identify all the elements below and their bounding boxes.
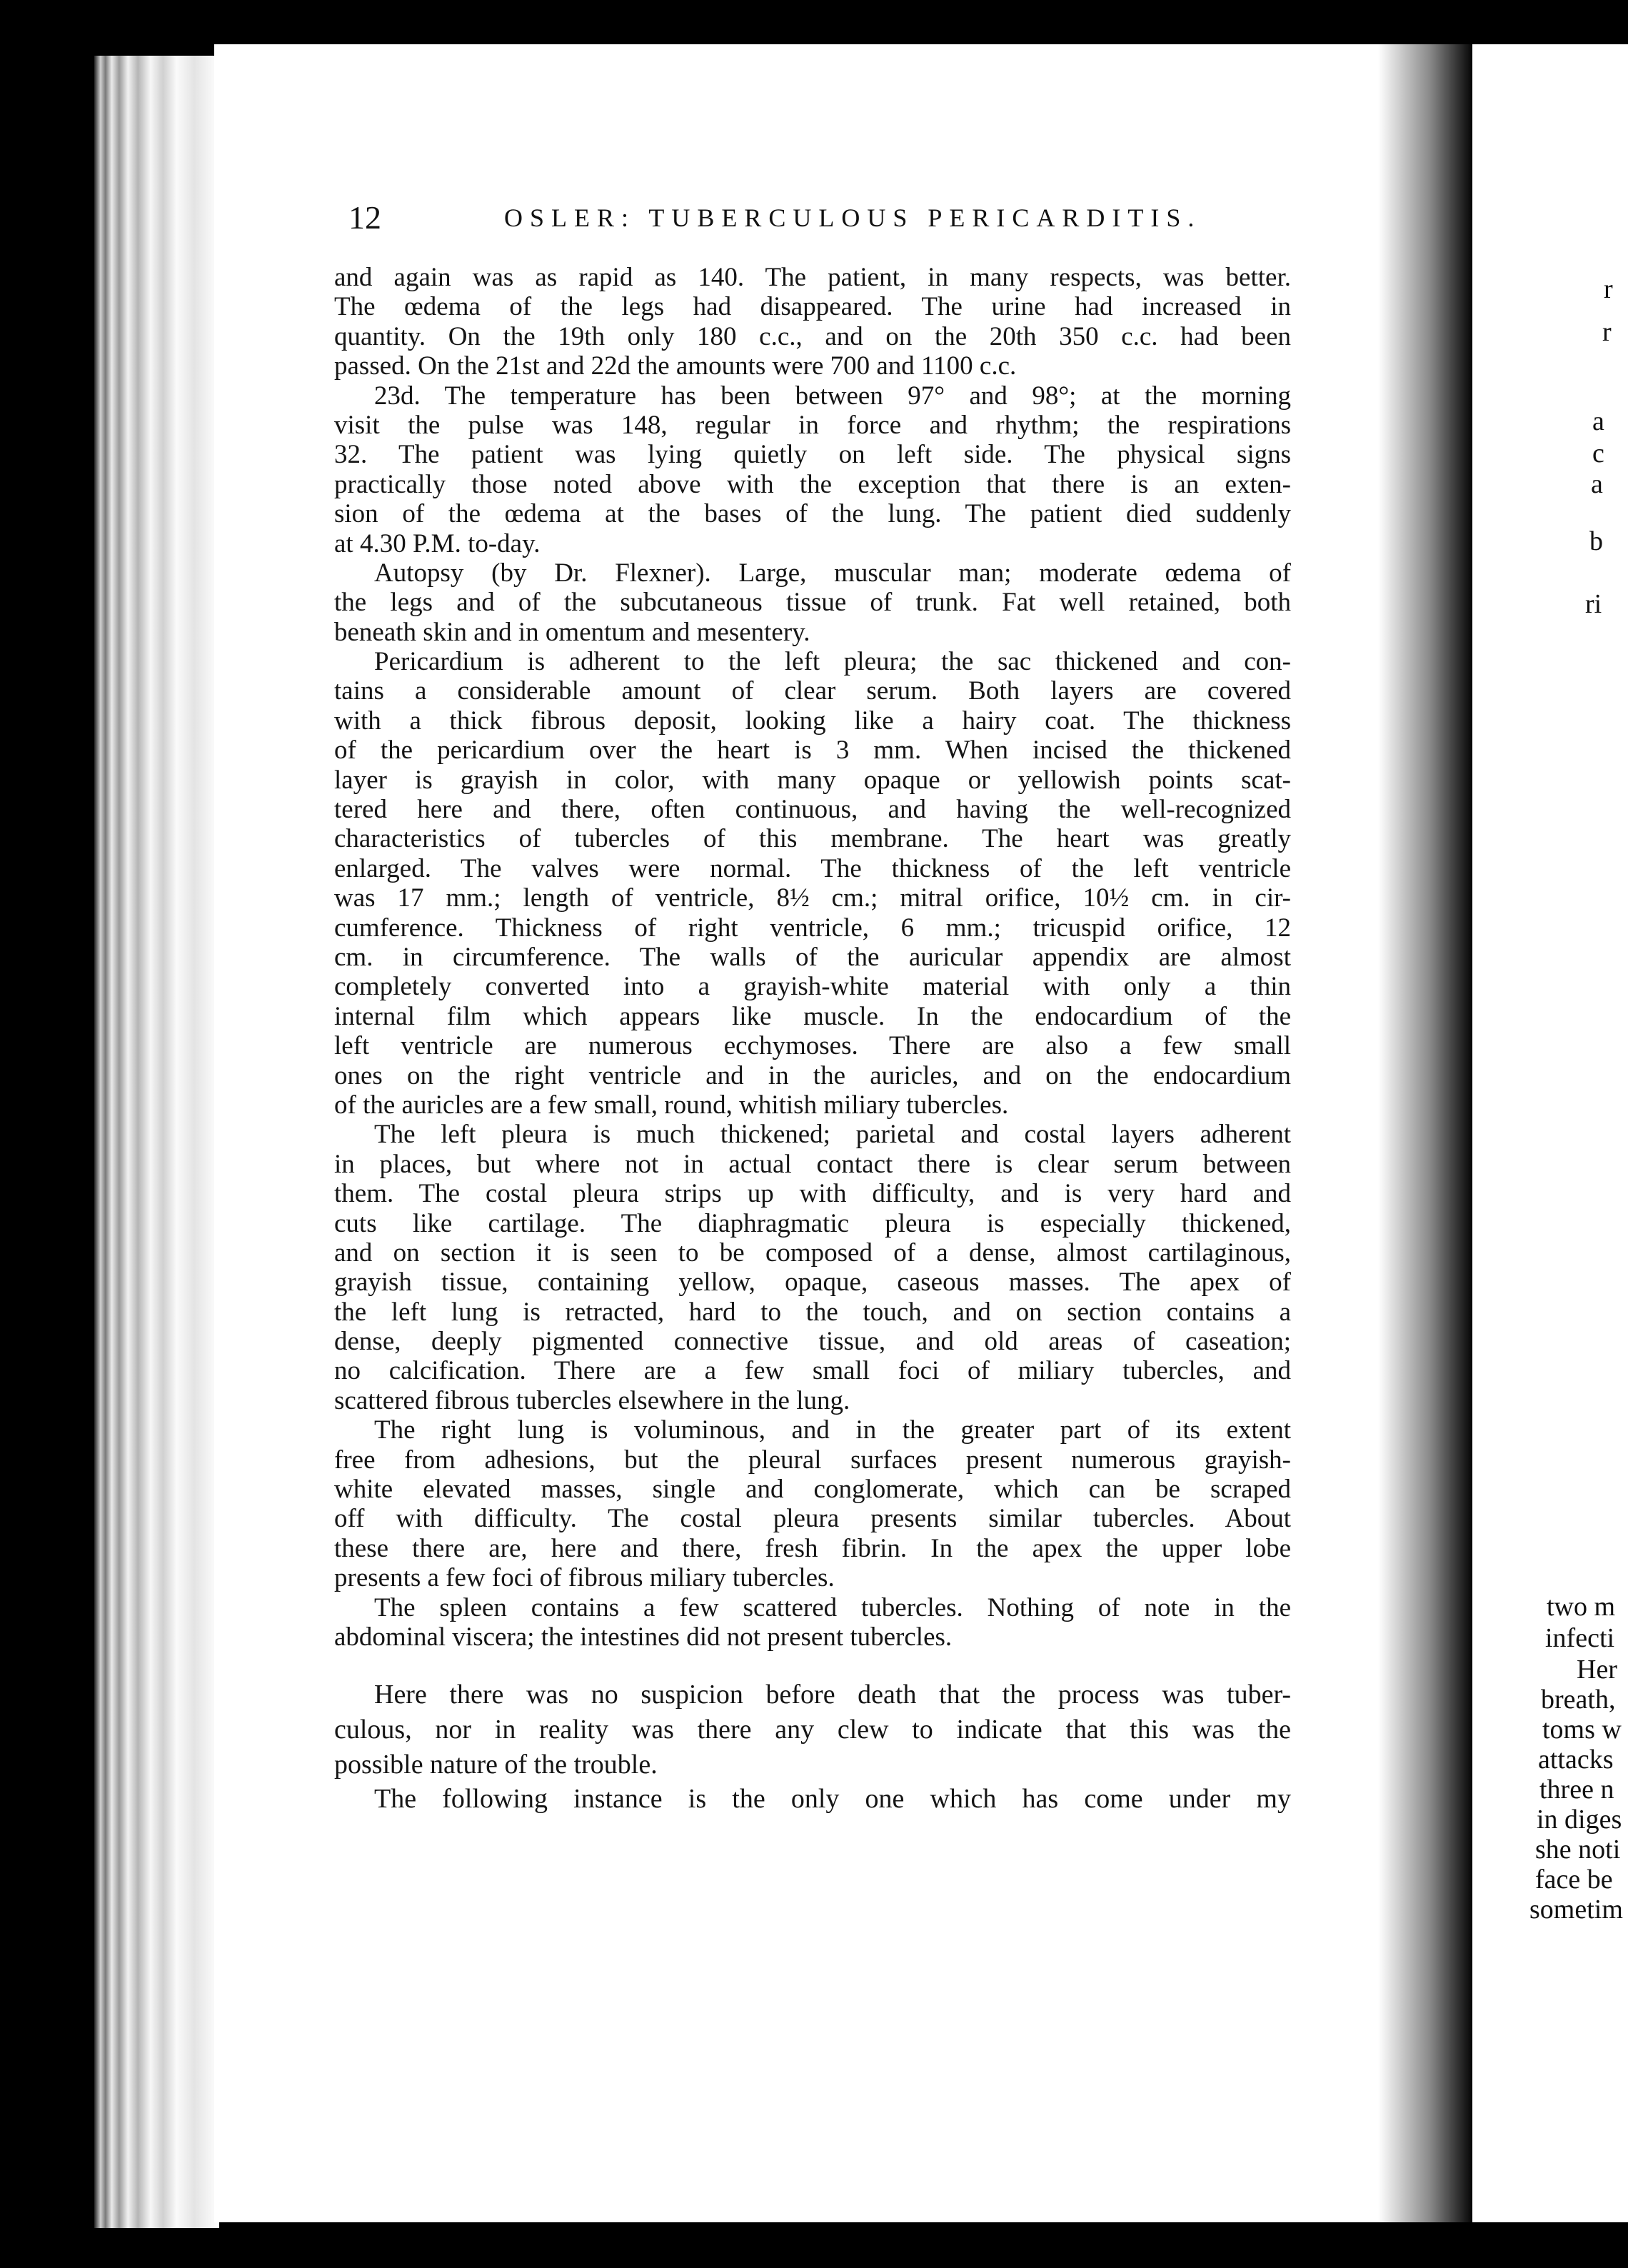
paragraph <box>334 1593 1291 1652</box>
text-line: visit the pulse was 148, regular in force and rhythm; the respirations <box>334 410 1291 440</box>
paragraph <box>334 647 1291 1120</box>
text-line: cumference. Thickness of right ventricle, 6 mm.; tricuspid orifice, 12 <box>334 913 1291 943</box>
text-line: possible nature of the trouble. <box>334 1749 658 1780</box>
text-line: The œdema of the legs had disappeared. The urine had increased in <box>334 292 1291 322</box>
paragraph <box>334 1120 1291 1415</box>
text-line: dense, deeply pigmented connective tissue, and old areas of caseation; <box>334 1327 1291 1357</box>
text-line: no calcification. There are a few small foci of miliary tubercles, and <box>334 1356 1291 1386</box>
text-line: presents a few foci of fibrous miliary tubercles. <box>334 1563 835 1593</box>
page-edge-stack <box>94 56 219 2228</box>
text-line: quantity. On the 19th only 180 c.c., and on the 20th 350 c.c. had been <box>334 321 1291 351</box>
body-text <box>334 263 1291 1817</box>
facing-page-fragment: a <box>1592 406 1604 436</box>
text-line: in places, but where not in actual contact there is clear serum between <box>334 1149 1291 1179</box>
text-line: with a thick fibrous deposit, looking like a hairy coat. The thickness <box>334 706 1291 736</box>
text-line: Pericardium is adherent to the left pleura; the sac thickened and con- <box>374 647 1291 677</box>
paragraph <box>334 1415 1291 1592</box>
commentary <box>334 1677 1291 1816</box>
facing-page-fragment: toms w <box>1542 1715 1622 1745</box>
text-line: the left lung is retracted, hard to the touch, and on section contains a <box>334 1297 1291 1327</box>
facing-page-fragment: b <box>1589 526 1603 556</box>
page-header <box>348 199 1277 241</box>
facing-page-fragment: r <box>1604 274 1613 304</box>
text-line: 23d. The temperature has been between 97° and 98°; at the morning <box>374 381 1291 411</box>
facing-page-fragment: she noti <box>1535 1835 1621 1865</box>
text-line: the legs and of the subcutaneous tissue of trunk. Fat well retained, both <box>334 588 1291 618</box>
text-line: tains a considerable amount of clear serum. Both layers are covered <box>334 676 1291 706</box>
paragraph <box>334 1782 1291 1817</box>
text-line: internal film which appears like muscle. In the endocardium of the <box>334 1001 1291 1031</box>
facing-page-fragment: three n <box>1539 1775 1614 1805</box>
text-line: and again was as rapid as 140. The patient, in many respects, was better. <box>334 263 1291 292</box>
text-line: culous, nor in reality was there any clew to indicate that this was the <box>334 1714 1291 1745</box>
book-gutter <box>1378 44 1472 2222</box>
paragraph <box>334 1677 1291 1782</box>
facing-page-fragment: sometim <box>1529 1895 1623 1925</box>
text-line: characteristics of tubercles of this membrane. The heart was greatly <box>334 824 1291 854</box>
text-line: off with difficulty. The costal pleura presents similar tubercles. About <box>334 1504 1291 1534</box>
facing-page-fragment: ri <box>1585 589 1602 619</box>
text-line: layer is grayish in color, with many opaque or yellowish points scat- <box>334 765 1291 795</box>
text-line: tered here and there, often continuous, and having the well-recognized <box>334 795 1291 825</box>
facing-page-fragment: infecti <box>1545 1623 1615 1653</box>
text-line: The right lung is voluminous, and in the greater part of its extent <box>374 1415 1291 1445</box>
text-line: cuts like cartilage. The diaphragmatic pleura is especially thickened, <box>334 1208 1291 1238</box>
text-line: and on section it is seen to be composed of a dense, almost cartilaginous, <box>334 1238 1291 1268</box>
text-line: The following instance is the only one which has come under my <box>374 1784 1291 1815</box>
paragraph <box>334 381 1291 558</box>
text-line: ones on the right ventricle and in the auricles, and on the endocardium <box>334 1060 1291 1090</box>
paragraph <box>334 558 1291 647</box>
text-line: at 4.30 P.M. to-day. <box>334 528 541 558</box>
text-line: of the auricles are a few small, round, whitish miliary tubercles. <box>334 1090 1009 1120</box>
text-line: beneath skin and in omentum and mesentery. <box>334 617 810 647</box>
facing-page-fragment: breath, <box>1541 1685 1616 1715</box>
text-line: Here there was no suspicion before death that the process was tuber- <box>374 1680 1291 1710</box>
facing-page-fragment: face be <box>1535 1865 1613 1895</box>
facing-page-fragment: a <box>1591 469 1603 499</box>
text-line: left ventricle are numerous ecchymoses. There are also a few small <box>334 1031 1291 1061</box>
facing-page-fragment: two m <box>1547 1592 1616 1622</box>
text-line: The left pleura is much thickened; parietal and costal layers adherent <box>374 1120 1291 1150</box>
running-head: OSLER: TUBERCULOUS PERICARDITIS. <box>504 204 1202 232</box>
facing-page-fragment: r <box>1602 317 1612 347</box>
text-line: white elevated masses, single and conglomerate, which can be scraped <box>334 1475 1291 1505</box>
text-line: sion of the œdema at the bases of the lung. The patient died suddenly <box>334 499 1291 529</box>
text-line: practically those noted above with the exception that there is an exten- <box>334 469 1291 499</box>
text-line: completely converted into a grayish-white material with only a thin <box>334 972 1291 1002</box>
facing-page-fragment: in diges <box>1537 1805 1622 1835</box>
text-line: enlarged. The valves were normal. The thickness of the left ventricle <box>334 853 1291 883</box>
facing-page-fragment: c <box>1592 438 1604 468</box>
text-line: of the pericardium over the heart is 3 mm. When incised the thickened <box>334 736 1291 766</box>
text-line: abdominal viscera; the intestines did not present tubercles. <box>334 1622 953 1652</box>
text-line: them. The costal pleura strips up with difficulty, and is very hard and <box>334 1179 1291 1209</box>
facing-page-fragment: Her <box>1577 1655 1617 1685</box>
case-report <box>334 263 1291 1652</box>
text-line: The spleen contains a few scattered tubercles. Nothing of note in the <box>374 1592 1291 1622</box>
paragraph <box>334 263 1291 381</box>
text-line: free from adhesions, but the pleural surfaces present numerous grayish- <box>334 1445 1291 1475</box>
facing-page-fragment: attacks <box>1538 1745 1614 1775</box>
page-number: 12 <box>348 199 381 236</box>
text-line: grayish tissue, containing yellow, opaque, caseous masses. The apex of <box>334 1268 1291 1298</box>
text-line: 32. The patient was lying quietly on left side. The physical signs <box>334 440 1291 470</box>
text-line: scattered fibrous tubercles elsewhere in the lung. <box>334 1385 850 1415</box>
text-line: was 17 mm.; length of ventricle, 8½ cm.; mitral orifice, 10½ cm. in cir- <box>334 883 1291 913</box>
text-line: passed. On the 21st and 22d the amounts were 700 and 1100 c.c. <box>334 351 1017 381</box>
text-line: these there are, here and there, fresh fibrin. In the apex the upper lobe <box>334 1533 1291 1563</box>
text-line: Autopsy (by Dr. Flexner). Large, muscular man; moderate œdema of <box>374 558 1291 588</box>
text-line: cm. in circumference. The walls of the auricular appendix are almost <box>334 942 1291 972</box>
